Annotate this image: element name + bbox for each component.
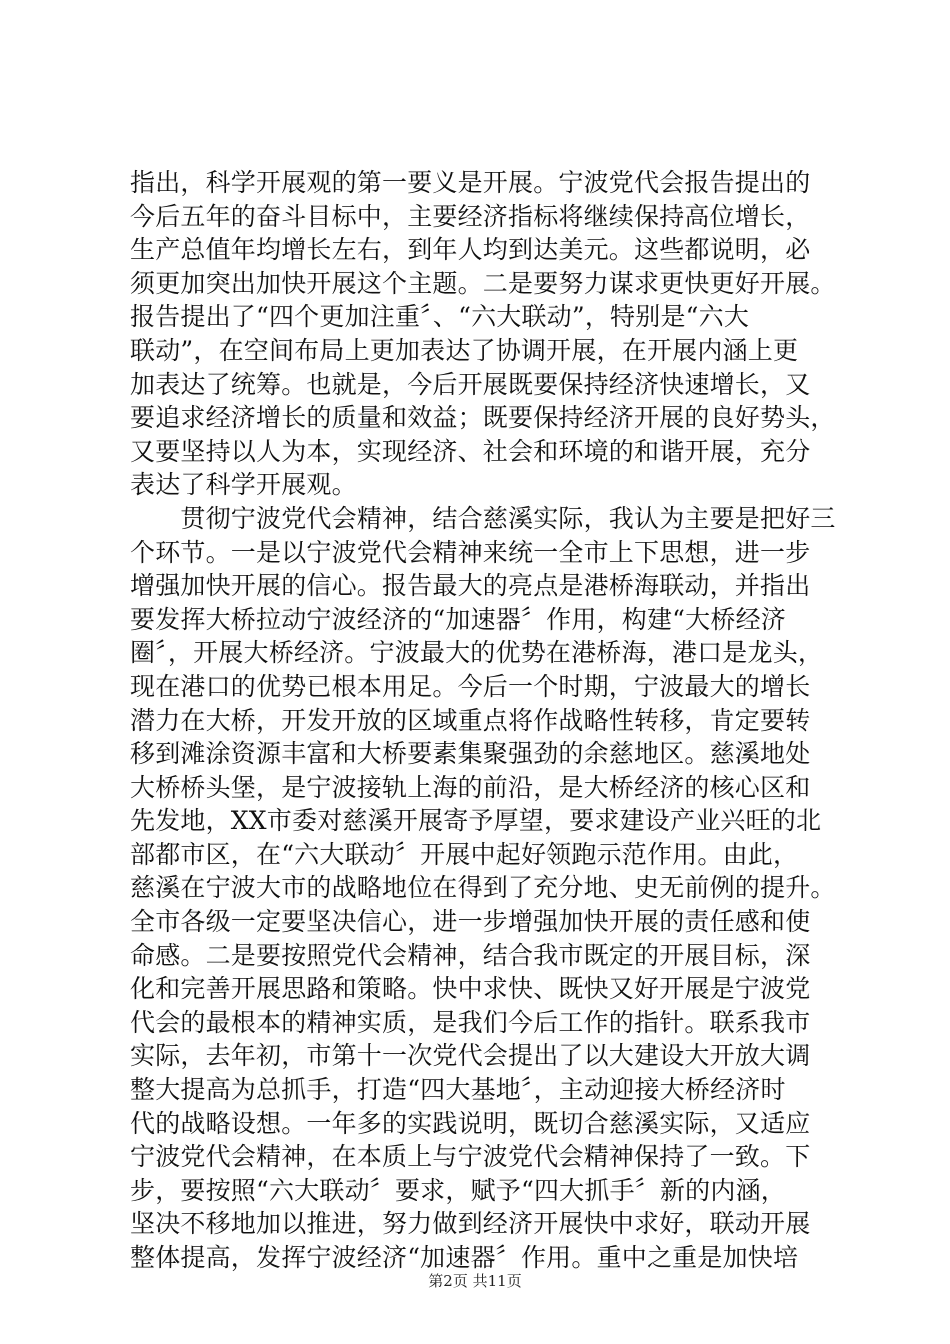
text-line: 宁波党代会精神，在本质上与宁波党代会精神保持了一致。下 — [130, 1142, 811, 1172]
text-line: 圈〞，开展大桥经济。宁波最大的优势在港桥海，港口是龙头， — [130, 638, 824, 668]
text-line: 整体提高，发挥宁波经济“加速器〞作用。重中之重是加快培 — [130, 1243, 799, 1272]
text-line: 化和完善开展思路和策略。快中求快、既快又好开展是宁波党 — [130, 974, 811, 1004]
text-line: 个环节。一是以宁波党代会精神来统一全市上下思想，进一步 — [130, 537, 811, 567]
text-line: 坚决不移地加以推进，努力做到经济开展快中求好，联动开展 — [130, 1209, 811, 1239]
text-line: 整大提高为总抓手，打造“四大基地〞，主动迎接大桥经济时 — [130, 1075, 786, 1105]
document-body — [130, 166, 848, 1275]
text-line: 生产总值年均增长左右，到年人均到达美元。这些都说明，必 — [130, 235, 811, 265]
text-line: 现在港口的优势已根本用足。今后一个时期，宁波最大的增长 — [130, 671, 811, 701]
text-line: 部都市区，在“六大联动〞开展中起好领跑示范作用。由此， — [130, 839, 799, 869]
text-line: 要发挥大桥拉动宁波经济的“加速器〞作用，构建“大桥经济 — [130, 604, 786, 634]
text-line: 代会的最根本的精神实质，是我们今后工作的指针。联系我市 — [130, 1007, 811, 1037]
text-line: 代的战略设想。一年多的实践说明，既切合慈溪实际，又适应 — [130, 1108, 811, 1138]
text-line: 须更加突出加快开展这个主题。二是要努力谋求更快更好开展。 — [130, 268, 836, 298]
text-line: 步，要按照“六大联动〞要求，赋予“四大抓手〞新的内涵， — [130, 1175, 786, 1205]
text-line: 全市各级一定要坚决信心，进一步增强加快开展的责任感和使 — [130, 907, 811, 937]
text-line: 指出，科学开展观的第一要义是开展。宁波党代会报告提出的 — [130, 168, 811, 197]
text-line: 移到滩涂资源丰富和大桥要素集聚强劲的余慈地区。慈溪地处 — [130, 739, 811, 769]
text-line: 增强加快开展的信心。报告最大的亮点是港桥海联动，并指出 — [130, 571, 811, 601]
text-line: 潜力在大桥，开发开放的区域重点将作战略性转移，肯定要转 — [130, 705, 811, 735]
text-line: 慈溪在宁波大市的战略地位在得到了充分地、史无前例的提升。 — [130, 873, 836, 903]
text-line: 贯彻宁波党代会精神，结合慈溪实际，我认为主要是把好三 — [130, 503, 836, 533]
text-line: 实际，去年初，市第十一次党代会提出了以大建设大开放大调 — [130, 1041, 811, 1071]
text-line: 表达了科学开展观。 — [130, 470, 357, 500]
text-line: 大桥桥头堡，是宁波接轨上海的前沿，是大桥经济的核心区和 — [130, 772, 811, 802]
text-line: 命感。二是要按照党代会精神，结合我市既定的开展目标，深 — [130, 940, 811, 970]
text-line: 今后五年的奋斗目标中，主要经济指标将继续保持高位增长， — [130, 201, 811, 231]
text-line: 报告提出了“四个更加注重〞、“六大联动”，特别是“六大 — [130, 302, 750, 332]
text-line: 联动”，在空间布局上更加表达了协调开展，在开展内涵上更 — [130, 335, 799, 365]
text-line: 又要坚持以人为本，实现经济、社会和环境的和谐开展，充分 — [130, 436, 811, 466]
text-line: 先发地，XX市委对慈溪开展寄予厚望，要求建设产业兴旺的北 — [130, 806, 822, 836]
text-line: 加表达了统筹。也就是，今后开展既要保持经济快速增长，又 — [130, 369, 811, 399]
text-line: 要追求经济增长的质量和效益；既要保持经济开展的良好势头， — [130, 403, 836, 433]
page-number-footer: 第2页 共11页 — [428, 1272, 522, 1290]
